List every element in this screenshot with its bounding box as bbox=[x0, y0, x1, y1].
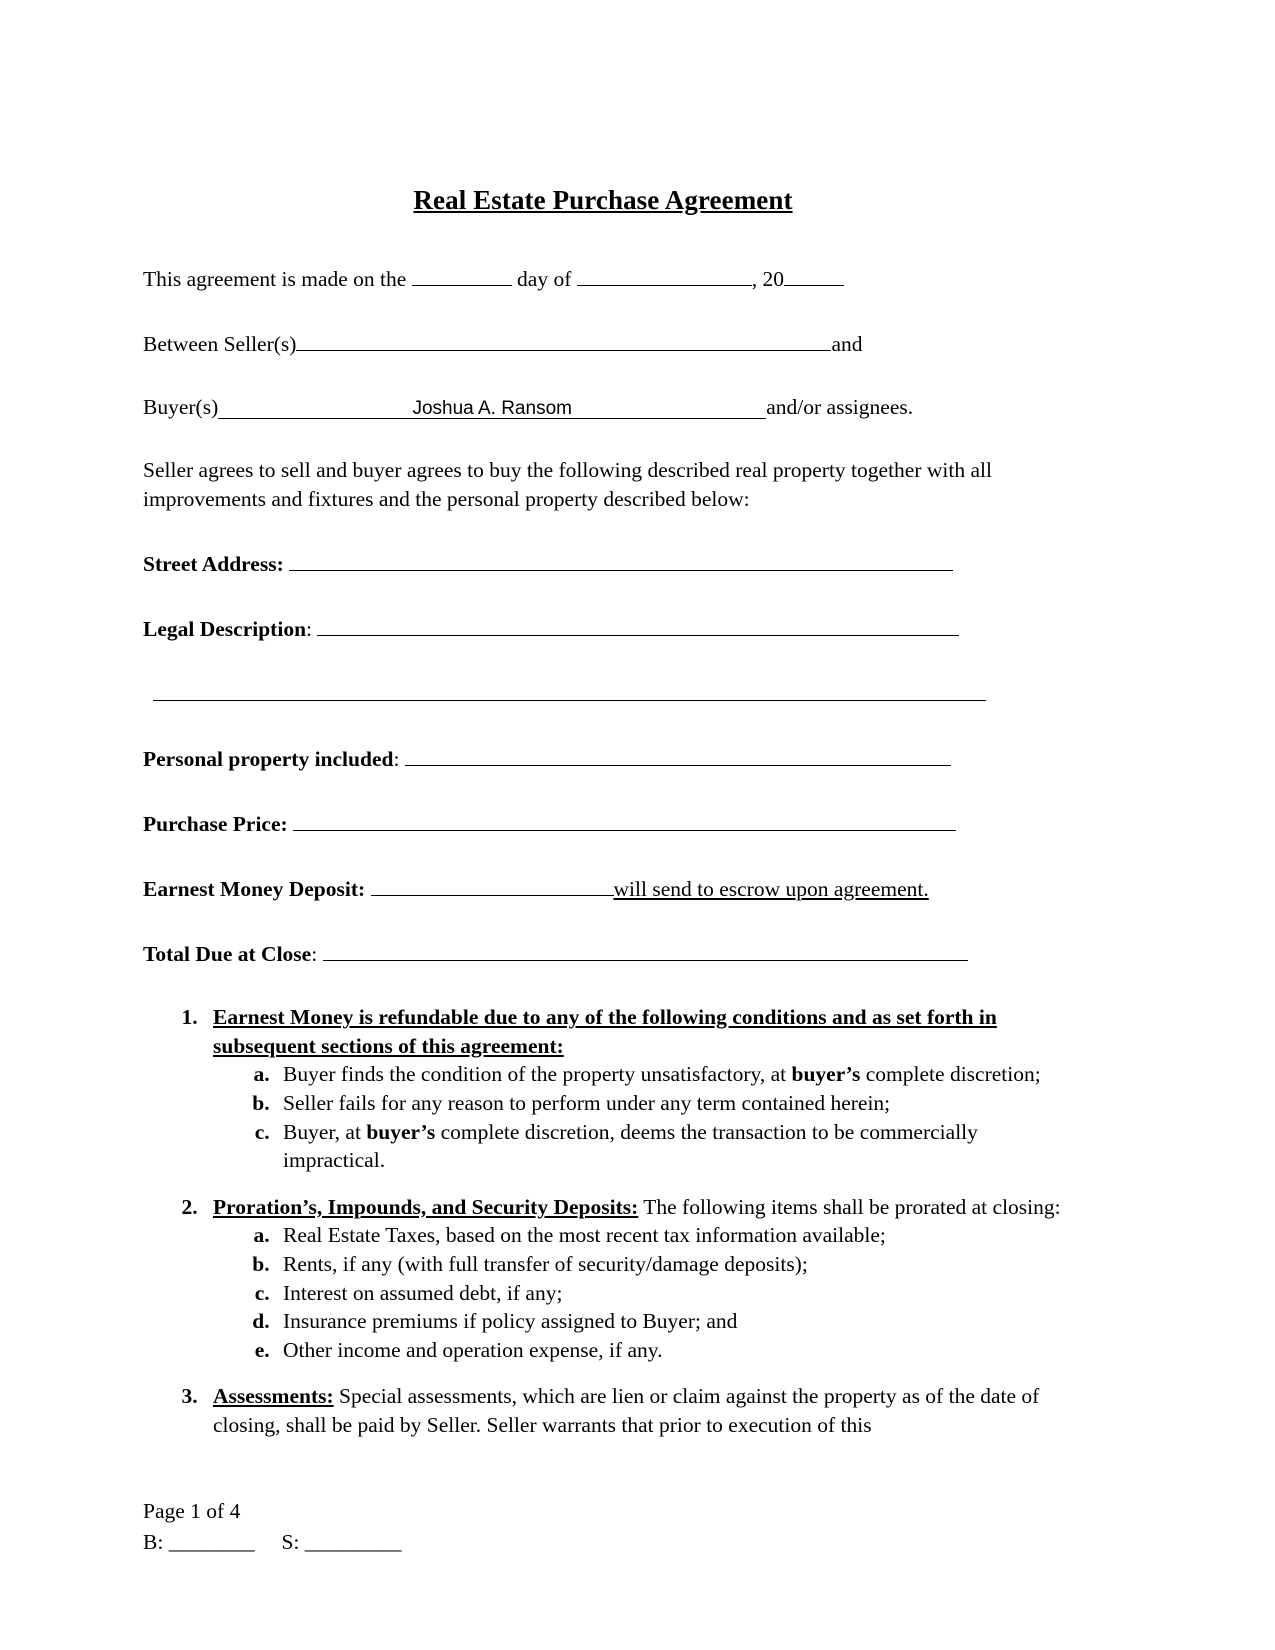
clause-2-sub-e bbox=[275, 1336, 1063, 1365]
purchase-price-label: Purchase Price: bbox=[143, 812, 288, 837]
clause-1-sublist bbox=[213, 1060, 1063, 1174]
clause-1-sub-b bbox=[275, 1089, 1063, 1118]
agreement-paragraph: Seller agrees to sell and buyer agrees to buy the following described real property together with all improvements and fixtures and the personal property described below: bbox=[143, 458, 992, 512]
buyer-line bbox=[143, 393, 1063, 422]
clause-2-sub-a-text: Real Estate Taxes, based on the most recent tax information available; bbox=[283, 1223, 886, 1248]
personal-property-colon: : bbox=[393, 747, 400, 772]
personal-property-label: Personal property included bbox=[143, 747, 394, 772]
personal-property-input[interactable] bbox=[405, 743, 951, 766]
seller-line bbox=[143, 328, 1063, 359]
clause-2-sub-e-text: Other income and operation expense, if any. bbox=[283, 1337, 663, 1362]
clause-2-sub-b bbox=[275, 1250, 1063, 1279]
clause-2-sub-c bbox=[275, 1279, 1063, 1308]
earnest-money-label: Earnest Money Deposit: bbox=[143, 877, 366, 902]
page-title: Real Estate Purchase Agreement bbox=[413, 185, 793, 215]
buyer-initials-blank[interactable]: B: ________ bbox=[143, 1530, 255, 1555]
clause-1-sub-a-text-before: Buyer finds the condition of the property unsatisfactory, at bbox=[283, 1062, 792, 1087]
total-due-input[interactable] bbox=[323, 938, 968, 961]
clause-1-sub-a-text-after: complete discretion; bbox=[860, 1062, 1041, 1087]
clause-2-sub-a bbox=[275, 1221, 1063, 1250]
clause-2-body: The following items shall be prorated at closing: bbox=[638, 1194, 1061, 1219]
clause-list bbox=[143, 1003, 1063, 1439]
field-street-address bbox=[143, 548, 1063, 579]
legal-description-colon: : bbox=[306, 617, 313, 642]
earnest-money-input[interactable] bbox=[371, 873, 614, 896]
field-personal-property bbox=[143, 743, 1063, 774]
buyer-input[interactable]: Joshua A. Ransom bbox=[218, 396, 766, 419]
clause-3-heading: Assessments: bbox=[213, 1384, 334, 1409]
clause-1-sub-a bbox=[275, 1060, 1063, 1089]
buyer-label: Buyer(s) bbox=[143, 395, 219, 420]
clause-2-sub-d bbox=[275, 1307, 1063, 1336]
legal-description-label: Legal Description bbox=[143, 617, 307, 642]
seller-trailing: and bbox=[831, 332, 863, 357]
field-legal-description bbox=[143, 613, 1063, 644]
document-body bbox=[143, 185, 1063, 1444]
seller-initials-blank[interactable]: S: _________ bbox=[281, 1530, 402, 1555]
total-due-label: Total Due at Close bbox=[143, 942, 312, 967]
field-purchase-price bbox=[143, 808, 1063, 839]
street-address-input[interactable] bbox=[289, 548, 953, 571]
clause-1-heading: Earnest Money is refundable due to any of the following conditions and as set forth in subsequent sections of this agreement: bbox=[213, 1005, 997, 1058]
legal-description-input[interactable] bbox=[317, 613, 959, 636]
purchase-price-input[interactable] bbox=[293, 808, 956, 831]
clause-item-3 bbox=[203, 1382, 1063, 1439]
initials-line bbox=[143, 1528, 402, 1557]
clause-2-sub-c-text: Interest on assumed debt, if any; bbox=[283, 1280, 563, 1305]
total-due-colon: : bbox=[311, 942, 318, 967]
street-address-label: Street Address: bbox=[143, 552, 284, 577]
month-blank[interactable] bbox=[577, 263, 752, 286]
seller-input[interactable] bbox=[296, 328, 831, 351]
clause-1-sub-c-bold: buyer’s bbox=[366, 1119, 436, 1144]
clause-2-sub-b-text: Rents, if any (with full transfer of security/damage deposits); bbox=[283, 1251, 808, 1276]
earnest-money-note: will send to escrow upon agreement. bbox=[613, 877, 929, 902]
field-total-due bbox=[143, 938, 1063, 969]
clause-2-sublist bbox=[213, 1221, 1063, 1364]
field-legal-description-cont bbox=[143, 678, 1063, 709]
agreement-date-suffix: , 20 bbox=[751, 267, 784, 291]
clause-1-sub-c bbox=[275, 1118, 1063, 1175]
buyer-trailing: and/or assignees. bbox=[766, 395, 914, 420]
clause-3-body: Special assessments, which are lien or claim against the property as of the date of closing, shall be paid by Seller. Seller warrants that prior to execution of this bbox=[213, 1384, 1040, 1437]
clause-item-2 bbox=[203, 1193, 1063, 1365]
day-blank[interactable] bbox=[412, 263, 512, 286]
clause-1-sub-c-text-before: Buyer, at bbox=[283, 1119, 367, 1144]
clause-2-heading: Proration’s, Impounds, and Security Deposits: bbox=[213, 1194, 639, 1219]
field-earnest-money bbox=[143, 873, 1063, 904]
year-blank[interactable] bbox=[784, 263, 844, 286]
agreement-date-prefix: This agreement is made on the bbox=[143, 267, 412, 291]
page-number: Page 1 of 4 bbox=[143, 1499, 241, 1523]
clause-item-1 bbox=[203, 1003, 1063, 1175]
clause-1-sub-c-text-after: complete discretion, deems the transaction to be commercially impractical. bbox=[283, 1119, 978, 1173]
clause-1-sub-b-text: Seller fails for any reason to perform under any term contained herein; bbox=[283, 1090, 891, 1115]
agreement-date-line bbox=[143, 263, 1063, 294]
seller-label: Between Seller(s) bbox=[143, 332, 297, 357]
clause-2-sub-d-text: Insurance premiums if policy assigned to Buyer; and bbox=[283, 1309, 738, 1334]
clause-1-sub-a-bold: buyer’s bbox=[791, 1062, 861, 1087]
page-footer bbox=[143, 1497, 402, 1557]
legal-description-input-2[interactable] bbox=[153, 678, 986, 701]
agreement-date-mid: day of bbox=[511, 267, 577, 291]
